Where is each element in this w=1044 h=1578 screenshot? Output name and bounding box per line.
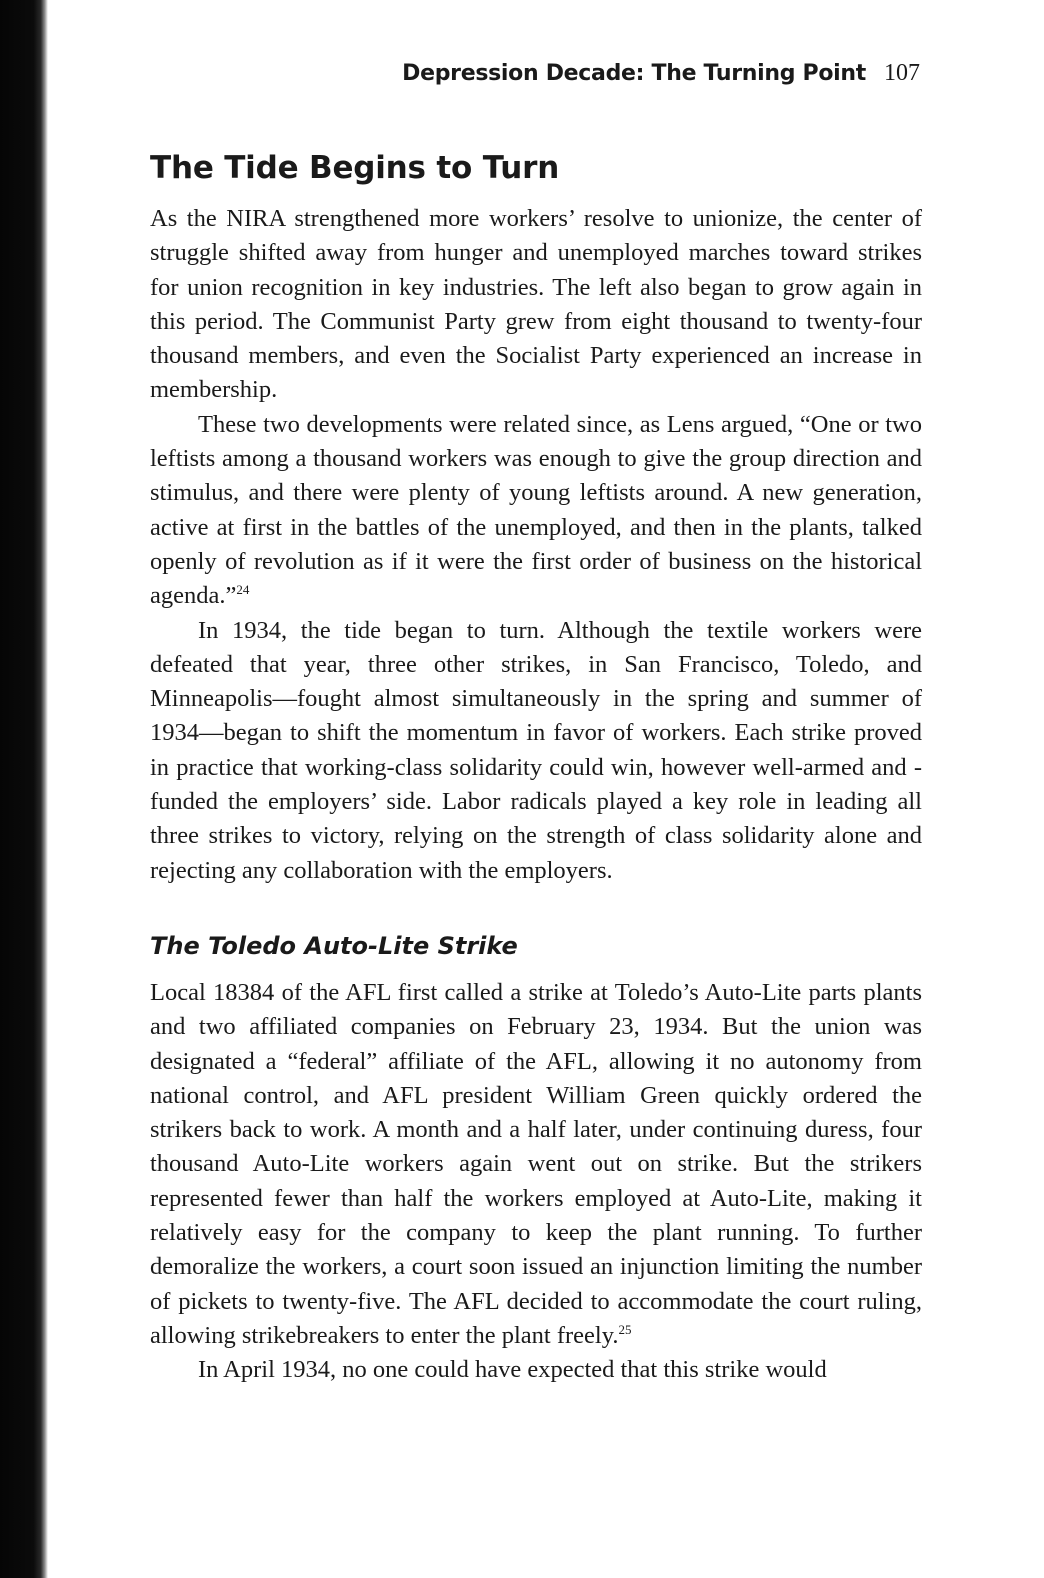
section-heading-tide: The Tide Begins to Turn (150, 150, 560, 186)
paragraph-nira (150, 202, 922, 408)
footnote-marker: 25 (618, 1321, 632, 1337)
paragraph-local-18384 (150, 976, 922, 1353)
footnote-marker: 24 (236, 582, 250, 598)
book-spine-shadow (0, 0, 48, 1578)
section-heading-toledo: The Toledo Auto-Lite Strike (150, 931, 518, 960)
paragraph-text: As the NIRA strengthened more workers’ resolve to unionize, the center of struggle shifted away from hunger and unemployed marches toward strikes for union recognition in key industries. The left also began to grow again in this period. The Communist Party grew from eight thousand to twenty-four thousand members, and even the Socialist Party experienced an increase in membership. (150, 205, 922, 404)
paragraph-1934 (150, 614, 922, 888)
paragraph-text: These two developments were related since, as Lens argued, “One or two leftists among a thousand workers was enough to give the group direction and stimulus, and there were plenty of young leftists around. A new generation, active at first in the battles of the unemployed, and then in the plants, talked openly of revolution as if it were the first order of business on the historical agenda.” (150, 410, 922, 610)
book-page (150, 60, 922, 1388)
paragraph-text: In April 1934, no one could have expected that this strike would (198, 1356, 827, 1384)
paragraph-april-1934 (150, 1353, 922, 1387)
paragraph-text: Local 18384 of the AFL first called a strike at Toledo’s Auto-Lite parts plants and two affiliated companies on February 23, 1934. But the union was designated a “federal” affiliate of the AFL, allowing it no autonomy from national control, and AFL president William Green quickly ordered the strikers back to work. A month and a half later, under continuing duress, four thousand Auto-Lite workers again went out on strike. But the strikers represented fewer than half the workers employed at Auto-Lite, making it relatively easy for the company to keep the plant running. To further demoralize the workers, a court soon issued an injunction limiting the number of pickets to twenty-five. The AFL decided to accommodate the court ruling, allowing strikebreakers to enter the plant freely. (150, 978, 922, 1349)
paragraph-text: In 1934, the tide began to turn. Although the textile workers were defeated that year, three other strikes, in San Francisco, Toledo, and Minneapolis—fought almost simultaneously in the spring and summer of 1934—began to shift the momentum in favor of workers. Each strike proved in practice that working-class solidarity could win, however well-armed and -funded the employers’ side. Labor radicals played a key role in leading all three strikes to victory, relying on the strength of class solidarity alone and rejecting any collaboration with the employers. (150, 616, 922, 884)
page-number: 107 (884, 60, 920, 86)
paragraph-lens-quote (150, 408, 922, 614)
running-head (150, 60, 920, 100)
running-head-title: Depression Decade: The Turning Point (402, 61, 866, 86)
